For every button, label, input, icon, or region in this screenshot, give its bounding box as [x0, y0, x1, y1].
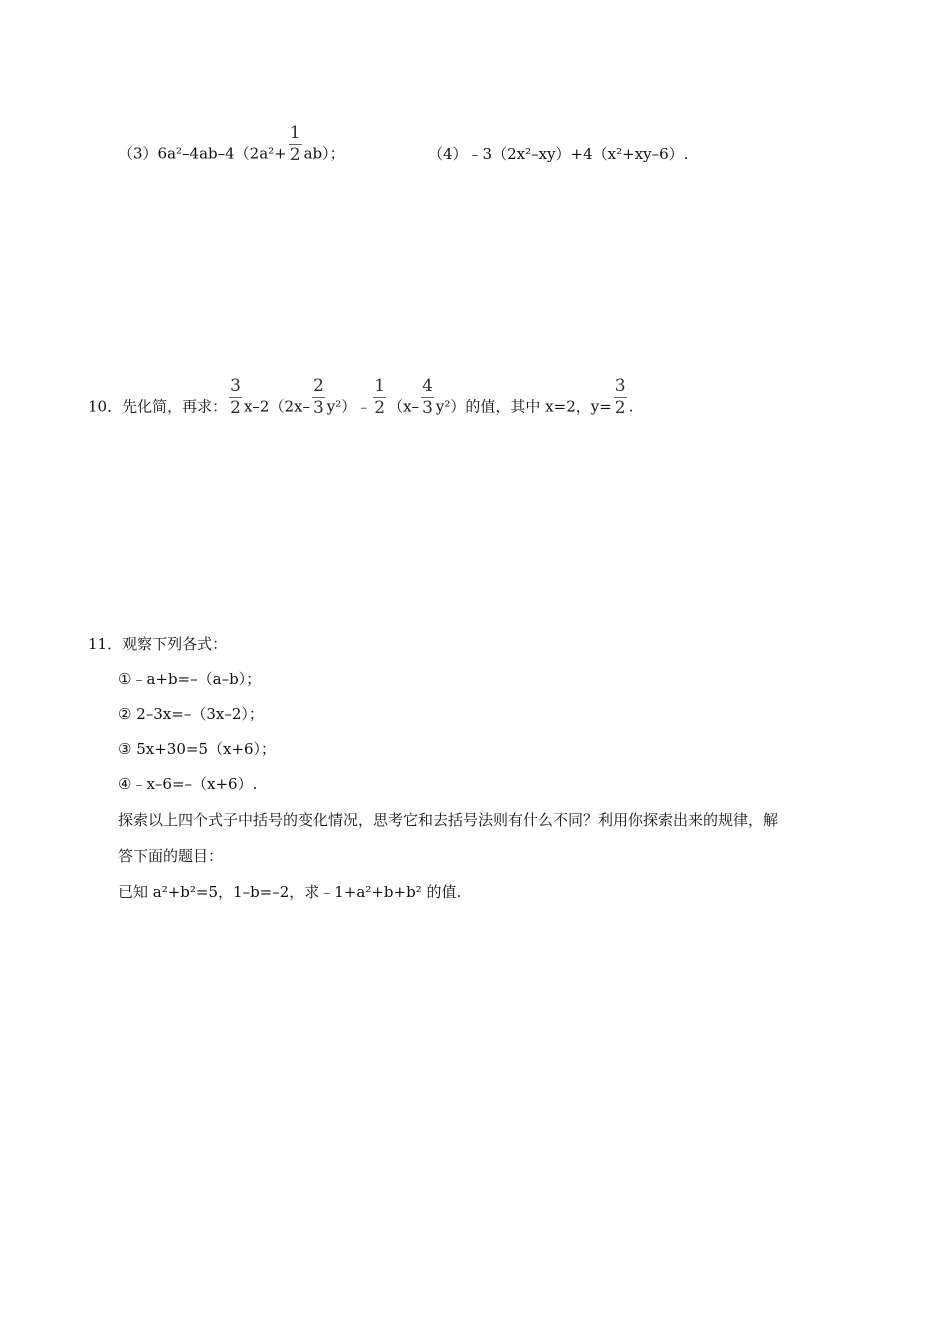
fraction-numerator: 1 — [374, 376, 386, 396]
problem-4 — [428, 143, 688, 164]
list-item: ④﹣x–6=–（x+6）. — [118, 775, 258, 793]
fraction-three-halves — [229, 378, 242, 417]
fraction-denominator: 2 — [289, 145, 301, 165]
problem-4-label: （4） — [428, 145, 468, 163]
fraction-numerator: 3 — [230, 376, 241, 396]
fraction-numerator: 4 — [422, 376, 433, 396]
problem-3-tail: ab）； — [303, 144, 345, 163]
fraction-numerator: 3 — [614, 376, 626, 396]
question-10-seg2: y²）﹣ — [326, 397, 372, 416]
question-10 — [88, 376, 634, 427]
fraction-one-half — [373, 378, 386, 417]
fraction-one-half — [289, 125, 302, 164]
question-10-number: 10． — [88, 397, 123, 416]
fraction-denominator: 3 — [312, 398, 324, 418]
question-11-paragraph-3: 已知 a²+b²=5，1–b=–2，求﹣1+a²+b+b² 的值. — [118, 883, 462, 901]
problem-3 — [118, 123, 345, 174]
fraction-three-halves — [614, 378, 627, 417]
fraction-denominator: 2 — [374, 398, 386, 418]
question-11-prompt: 观察下列各式： — [122, 635, 228, 653]
question-11-number: 11． — [88, 635, 123, 653]
fraction-two-thirds — [312, 378, 325, 417]
problem-3-lead: 6a²–4ab–4（2a²+ — [157, 144, 287, 163]
question-10-seg3: （x– — [388, 397, 420, 416]
list-item: ② 2–3x=–（3x–2）； — [118, 705, 264, 723]
fraction-numerator: 2 — [312, 376, 324, 396]
question-10-seg1: x–2（2x– — [243, 397, 310, 416]
question-10-prompt: 先化简，再求： — [122, 397, 228, 416]
fraction-denominator: 3 — [422, 398, 433, 418]
fraction-denominator: 2 — [614, 398, 626, 418]
problem-4-text: ﹣3（2x²–xy）+4（x²+xy–6）. — [467, 145, 689, 163]
problem-3-label: （3） — [118, 144, 158, 163]
question-10-seg4: y²）的值，其中 x=2，y= — [435, 397, 612, 416]
question-10-end: . — [628, 397, 634, 416]
question-11-paragraph-2: 答下面的题目： — [118, 847, 224, 865]
fraction-four-thirds — [421, 378, 434, 417]
fraction-denominator: 2 — [230, 398, 241, 418]
question-11-paragraph-1: 探索以上四个式子中括号的变化情况，思考它和去括号法则有什么不同？利用你探索出来的规律，解 — [118, 811, 779, 829]
fraction-numerator: 1 — [289, 123, 301, 143]
question-11 — [88, 633, 227, 654]
list-item: ①﹣a+b=–（a–b）； — [118, 670, 262, 688]
list-item: ③ 5x+30=5（x+6）； — [118, 740, 277, 758]
